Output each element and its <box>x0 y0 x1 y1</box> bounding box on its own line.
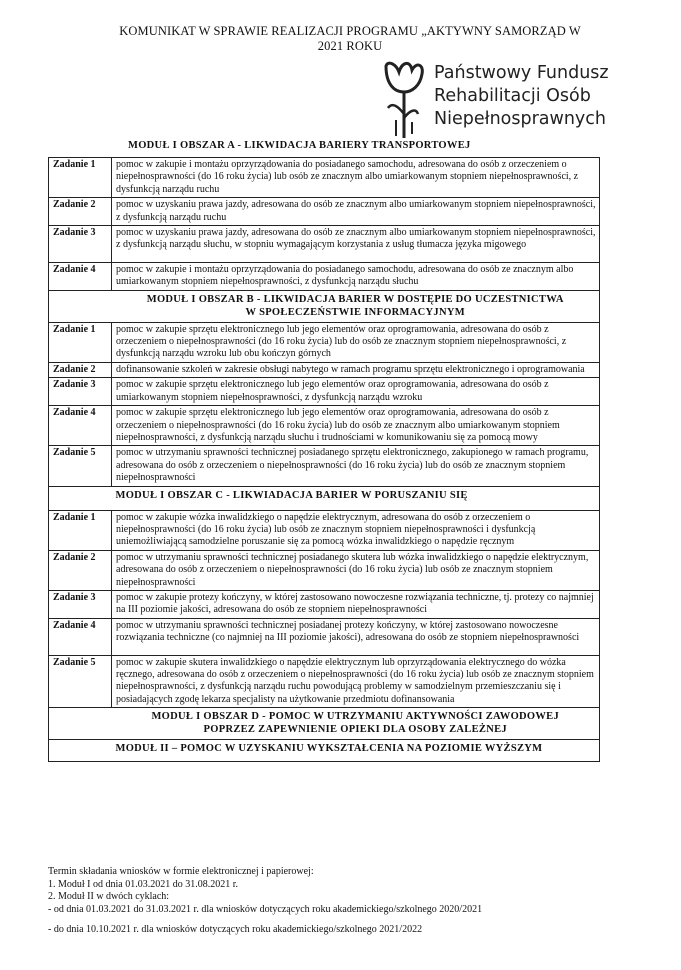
module-c-header-row <box>49 486 600 510</box>
task-description: pomoc w zakupie sprzętu elektronicznego lub jego elementów oraz oprogramowania, adresowana do osób z umiarkowanym stopniem niepełnosprawności, z dysfunkcją narządu wzroku <box>112 378 600 406</box>
table-row <box>49 226 600 263</box>
task-label: Zadanie 4 <box>49 262 112 290</box>
task-description: pomoc w utrzymaniu sprawności technicznej posiadanej protezy kończyny, w której zastosowano nowoczesne rozwiązania techniczne (co najmniej na III poziomie jakości), adresowana do osób ze stopniem niepełnosprawności <box>112 618 600 655</box>
task-description: dofinansowanie szkoleń w zakresie obsługi nabytego w ramach programu sprzętu elektronicznego i oprogramowania <box>112 362 600 377</box>
task-label: Zadanie 3 <box>49 378 112 406</box>
task-label: Zadanie 4 <box>49 406 112 446</box>
task-label: Zadanie 3 <box>49 590 112 618</box>
task-label: Zadanie 3 <box>49 226 112 263</box>
table-row <box>49 198 600 226</box>
task-description: pomoc w zakupie skutera inwalidzkiego o napędzie elektrycznym lub oprzyrządowania elektrycznego do wózka ręcznego, adresowana do osób z orzeczeniem o niepełnosprawności (do 16 roku życia) lub osób ze znacznym stopniem niepełnosprawności, z dysfunkcją narządu ruchu powodującą problemy w samodzielnym przemieszczaniu się i posiadających zgodę lekarza specjalisty na użytkowanie przedmiotu dofinansowania <box>112 655 600 708</box>
table-row <box>49 510 600 550</box>
deadline-module-i: 1. Moduł I od dnia 01.03.2021 do 31.08.2021 r. <box>48 878 238 890</box>
task-label: Zadanie 1 <box>49 158 112 198</box>
logo-line-3: Niepełnosprawnych <box>434 109 606 129</box>
title-line-1: KOMUNIKAT W SPRAWIE REALIZACJI PROGRAMU „AKTYWNY SAMORZĄD W <box>119 24 581 38</box>
table-row <box>49 378 600 406</box>
module-b-header-row <box>49 290 600 322</box>
table-row <box>49 550 600 590</box>
task-description: pomoc w zakupie protezy kończyny, w której zastosowano nowoczesne rozwiązania techniczne, tj. protezy co najmniej na III poziomie jakości, adresowana do osób ze stopniem niepełnosprawności <box>112 590 600 618</box>
module-a-title: MODUŁ I OBSZAR A - LIKWIDACJA BARIERY TRANSPORTOWEJ <box>128 140 471 151</box>
task-label: Zadanie 2 <box>49 550 112 590</box>
table-row <box>49 158 600 198</box>
task-description: pomoc w utrzymaniu sprawności technicznej posiadanego sprzętu elektronicznego, zakupionego w ramach programu, adresowana do osób z orzeczeniem o niepełnosprawności (do 16 roku życia) lub do osób ze znacznym stopniem niepełnosprawności <box>112 446 600 486</box>
table-row <box>49 618 600 655</box>
task-description: pomoc w zakupie wózka inwalidzkiego o napędzie elektrycznym, adresowana do osób z orzeczeniem o niepełnosprawności (do 16 roku życia) lub osób ze znacznym stopniem niepełnosprawności i dysfunkcją uniemożliwiającą samodzielne poruszanie się za pomocą wózka inwalidzkiego o napędzie ręcznym <box>112 510 600 550</box>
task-label: Zadanie 1 <box>49 322 112 362</box>
task-description: pomoc w zakupie i montażu oprzyrządowania do posiadanego samochodu, adresowana do osób z orzeczeniem o niepełnosprawności (do 16 roku życia) lub osób ze znacznym albo umiarkowanym stopniem niepełnosprawności, z dysfunkcją narządu ruchu <box>112 158 600 198</box>
table-row <box>49 322 600 362</box>
task-label: Zadanie 5 <box>49 655 112 708</box>
module-b-title <box>112 290 600 322</box>
module-d-header-row <box>49 708 600 740</box>
table-row <box>49 590 600 618</box>
task-description: pomoc w uzyskaniu prawa jazdy, adresowana do osób ze znacznym albo umiarkowanym stopniem niepełnosprawności, z dysfunkcją narządu ruchu <box>112 198 600 226</box>
programme-table <box>48 157 600 762</box>
task-label: Zadanie 2 <box>49 362 112 377</box>
task-description: pomoc w utrzymaniu sprawności technicznej posiadanego skutera lub wózka inwalidzkiego o napędzie elektrycznym, adresowana do osób z orzeczeniem o niepełnosprawności (do 16 roku życia) lub osób ze znacznym stopniem niepełnosprawności <box>112 550 600 590</box>
deadline-module-ii: 2. Moduł II w dwóch cyklach: <box>48 891 170 903</box>
task-label: Zadanie 2 <box>49 198 112 226</box>
deadline-cycle-2: - do dnia 10.10.2021 r. dla wniosków dotyczących roku akademickiego/szkolnego 2021/2022 <box>48 924 423 936</box>
logo-text <box>434 62 609 131</box>
module-ii-header-row <box>49 740 600 762</box>
table-row <box>49 406 600 446</box>
module-d-title-line-2: POPRZEZ ZAPEWNIENIE OPIEKI DLA OSOBY ZALEŻNEJ <box>203 724 507 736</box>
task-description: pomoc w zakupie sprzętu elektronicznego lub jego elementów oraz oprogramowania, adresowana do osób z orzeczeniem o niepełnosprawności (do 16 roku życia) lub do osób ze znacznym albo umiarkowanym stopniem niepełnosprawności, z dysfunkcją narządu słuchu i trudnościami w komunikowaniu się za pomocą mowy <box>112 406 600 446</box>
task-description: pomoc w zakupie sprzętu elektronicznego lub jego elementów oraz oprogramowania, adresowana do osób z orzeczeniem o niepełnosprawności (do 16 roku życia) lub do osób ze znacznym stopniem niepełnosprawności, z dysfunkcją narządu wzroku lub obu kończyn górnych <box>112 322 600 362</box>
task-label: Zadanie 1 <box>49 510 112 550</box>
deadlines-intro: Termin składania wniosków w formie elektronicznej i papierowej: <box>48 866 314 877</box>
table-row <box>49 362 600 377</box>
tulip-logo-icon <box>378 58 434 143</box>
task-description: pomoc w uzyskaniu prawa jazdy, adresowana do osób ze znacznym albo umiarkowanym stopniem niepełnosprawności, z dysfunkcją narządu słuchu, w stopniu wymagającym korzystania z usług tłumacza języka migowego <box>112 226 600 263</box>
table-row <box>49 655 600 708</box>
task-label: Zadanie 4 <box>49 618 112 655</box>
module-b-title-line-1: MODUŁ I OBSZAR B - LIKWIDACJA BARIER W DOSTĘPIE DO UCZESTNICTWA <box>146 293 564 305</box>
logo-line-2: Rehabilitacji Osób <box>434 86 591 106</box>
title-line-2: 2021 ROKU <box>317 39 383 53</box>
document-title <box>70 24 630 54</box>
task-label: Zadanie 5 <box>49 446 112 486</box>
module-b-title-line-2: W SPOŁECZEŃSTWIE INFORMACYJNYM <box>245 306 465 318</box>
logo-line-1: Państwowy Fundusz <box>434 63 609 83</box>
table-row <box>49 262 600 290</box>
pfron-logo <box>378 58 618 143</box>
module-ii-title: MODUŁ II – POMOC W UZYSKANIU WYKSZTAŁCENIA NA POZIOMIE WYŻSZYM <box>112 740 600 762</box>
module-d-title <box>112 708 600 740</box>
submission-deadlines <box>48 866 648 937</box>
task-description: pomoc w zakupie i montażu oprzyrządowania do posiadanego samochodu, adresowana do osób ze znacznym albo umiarkowanym stopniem niepełnosprawności, z dysfunkcją narządu słuchu <box>112 262 600 290</box>
module-d-title-line-1: MODUŁ I OBSZAR D - POMOC W UTRZYMANIU AKTYWNOŚCI ZAWODOWEJ <box>151 711 560 723</box>
module-c-title: MODUŁ I OBSZAR C - LIKWIADACJA BARIER W PORUSZANIU SIĘ <box>112 486 600 510</box>
table-row <box>49 446 600 486</box>
deadline-cycle-1: - od dnia 01.03.2021 do 31.03.2021 r. dla wniosków dotyczących roku akademickiego/szkolnego 2020/2021 <box>48 903 483 915</box>
